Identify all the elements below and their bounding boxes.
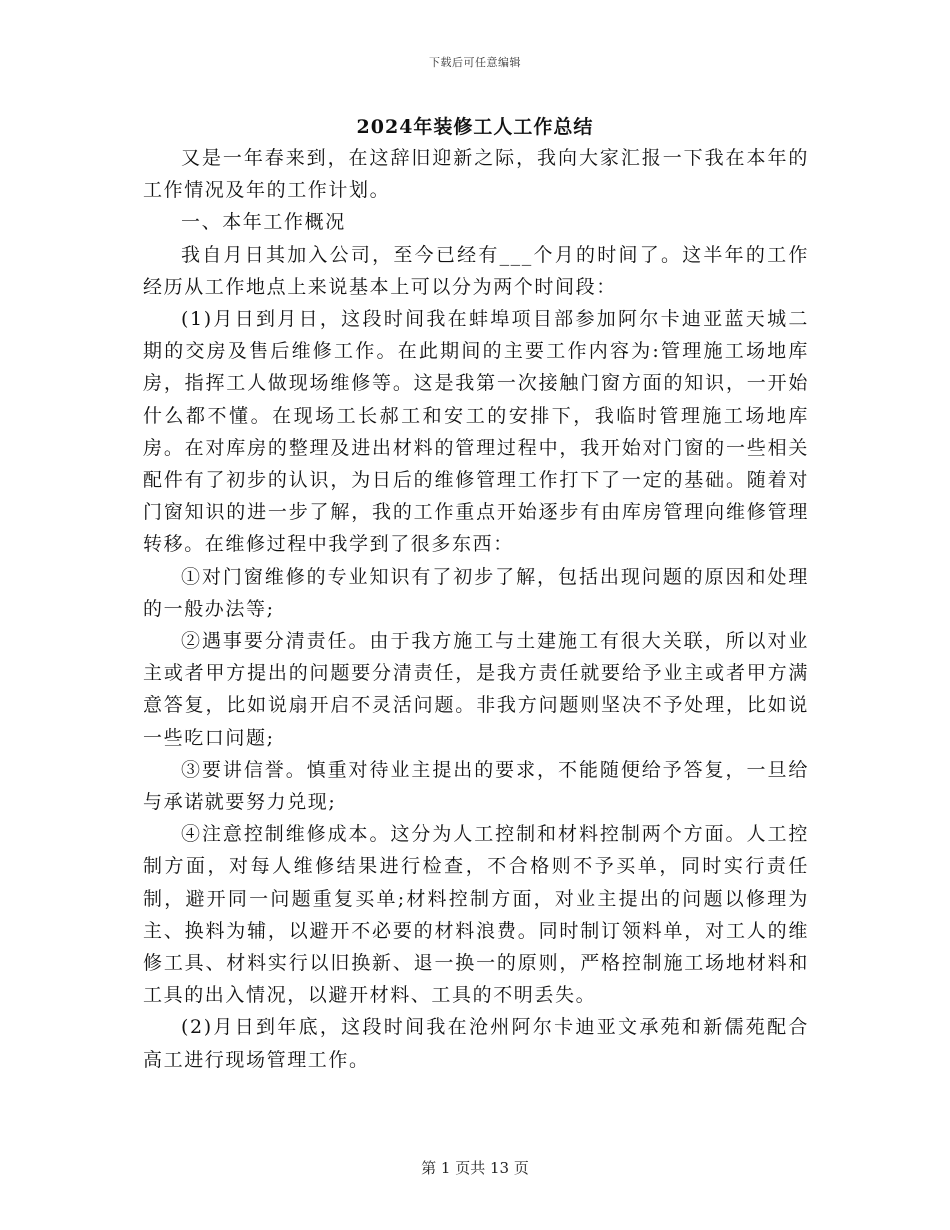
paragraph-intro: 又是一年春来到，在这辞旧迎新之际，我向大家汇报一下我在本年的工作情况及年的工作计划。 [143, 147, 809, 202]
section-heading-overview: 一、本年工作概况 [181, 211, 346, 234]
document-body [143, 142, 809, 1076]
paragraph-lesson-4: ④注意控制维修成本。这分为人工控制和材料控制两个方面。人工控制方面，对每人维修结果进行检查，不合格则不予买单，同时实行责任制，避开同一问题重复买单;材料控制方面，对业主提出的问题以修理为主、换料为辅，以避开不必要的材料浪费。同时制订领料单，对工人的维修工具、材料实行以旧换新、退一换一的原则，严格控制施工场地材料和工具的出入情况，以避开材料、工具的不明丢失。 [143, 823, 809, 1007]
header-note: 下载后可任意编辑 [429, 56, 521, 69]
paragraph-period-2: (2)月日到年底，这段时间我在沧州阿尔卡迪亚文承苑和新儒苑配合高工进行现场管理工作。 [143, 1016, 809, 1071]
page-number: 第 1 页共 13 页 [421, 1159, 529, 1177]
paragraph-lesson-2: ②遇事要分清责任。由于我方施工与土建施工有很大关联，所以对业主或者甲方提出的问题要分清责任，是我方责任就要给予业主或者甲方满意答复，比如说扇开启不灵活问题。非我方问题则坚决不予处理，比如说一些吃口问题; [143, 630, 809, 749]
paragraph-lesson-1: ①对门窗维修的专业知识有了初步了解，包括出现问题的原因和处理的一般办法等; [143, 565, 809, 620]
paragraph-period-1: (1)月日到月日，这段时间我在蚌埠项目部参加阿尔卡迪亚蓝天城二期的交房及售后维修工作。在此期间的主要工作内容为:管理施工场地库房，指挥工人做现场维修等。这是我第一次接触门窗方面的知识，一开始什么都不懂。在现场工长郝工和安工的安排下，我临时管理施工场地库房。在对库房的整理及进出材料的管理过程中，我开始对门窗的一些相关配件有了初步的认识，为日后的维修管理工作打下了一定的基础。随着对门窗知识的进一步了解，我的工作重点开始逐步有由库房管理向维修管理转移。在维修过程中我学到了很多东西： [143, 308, 809, 556]
paragraph-timeline: 我自月日其加入公司，至今已经有___个月的时间了。这半年的工作经历从工作地点上来说基本上可以分为两个时间段： [143, 243, 809, 298]
paragraph-lesson-3: ③要讲信誉。慎重对待业主提出的要求，不能随便给予答复，一旦给与承诺就要努力兑现; [143, 758, 809, 814]
document-title: 2024年装修工人工作总结 [356, 116, 594, 138]
